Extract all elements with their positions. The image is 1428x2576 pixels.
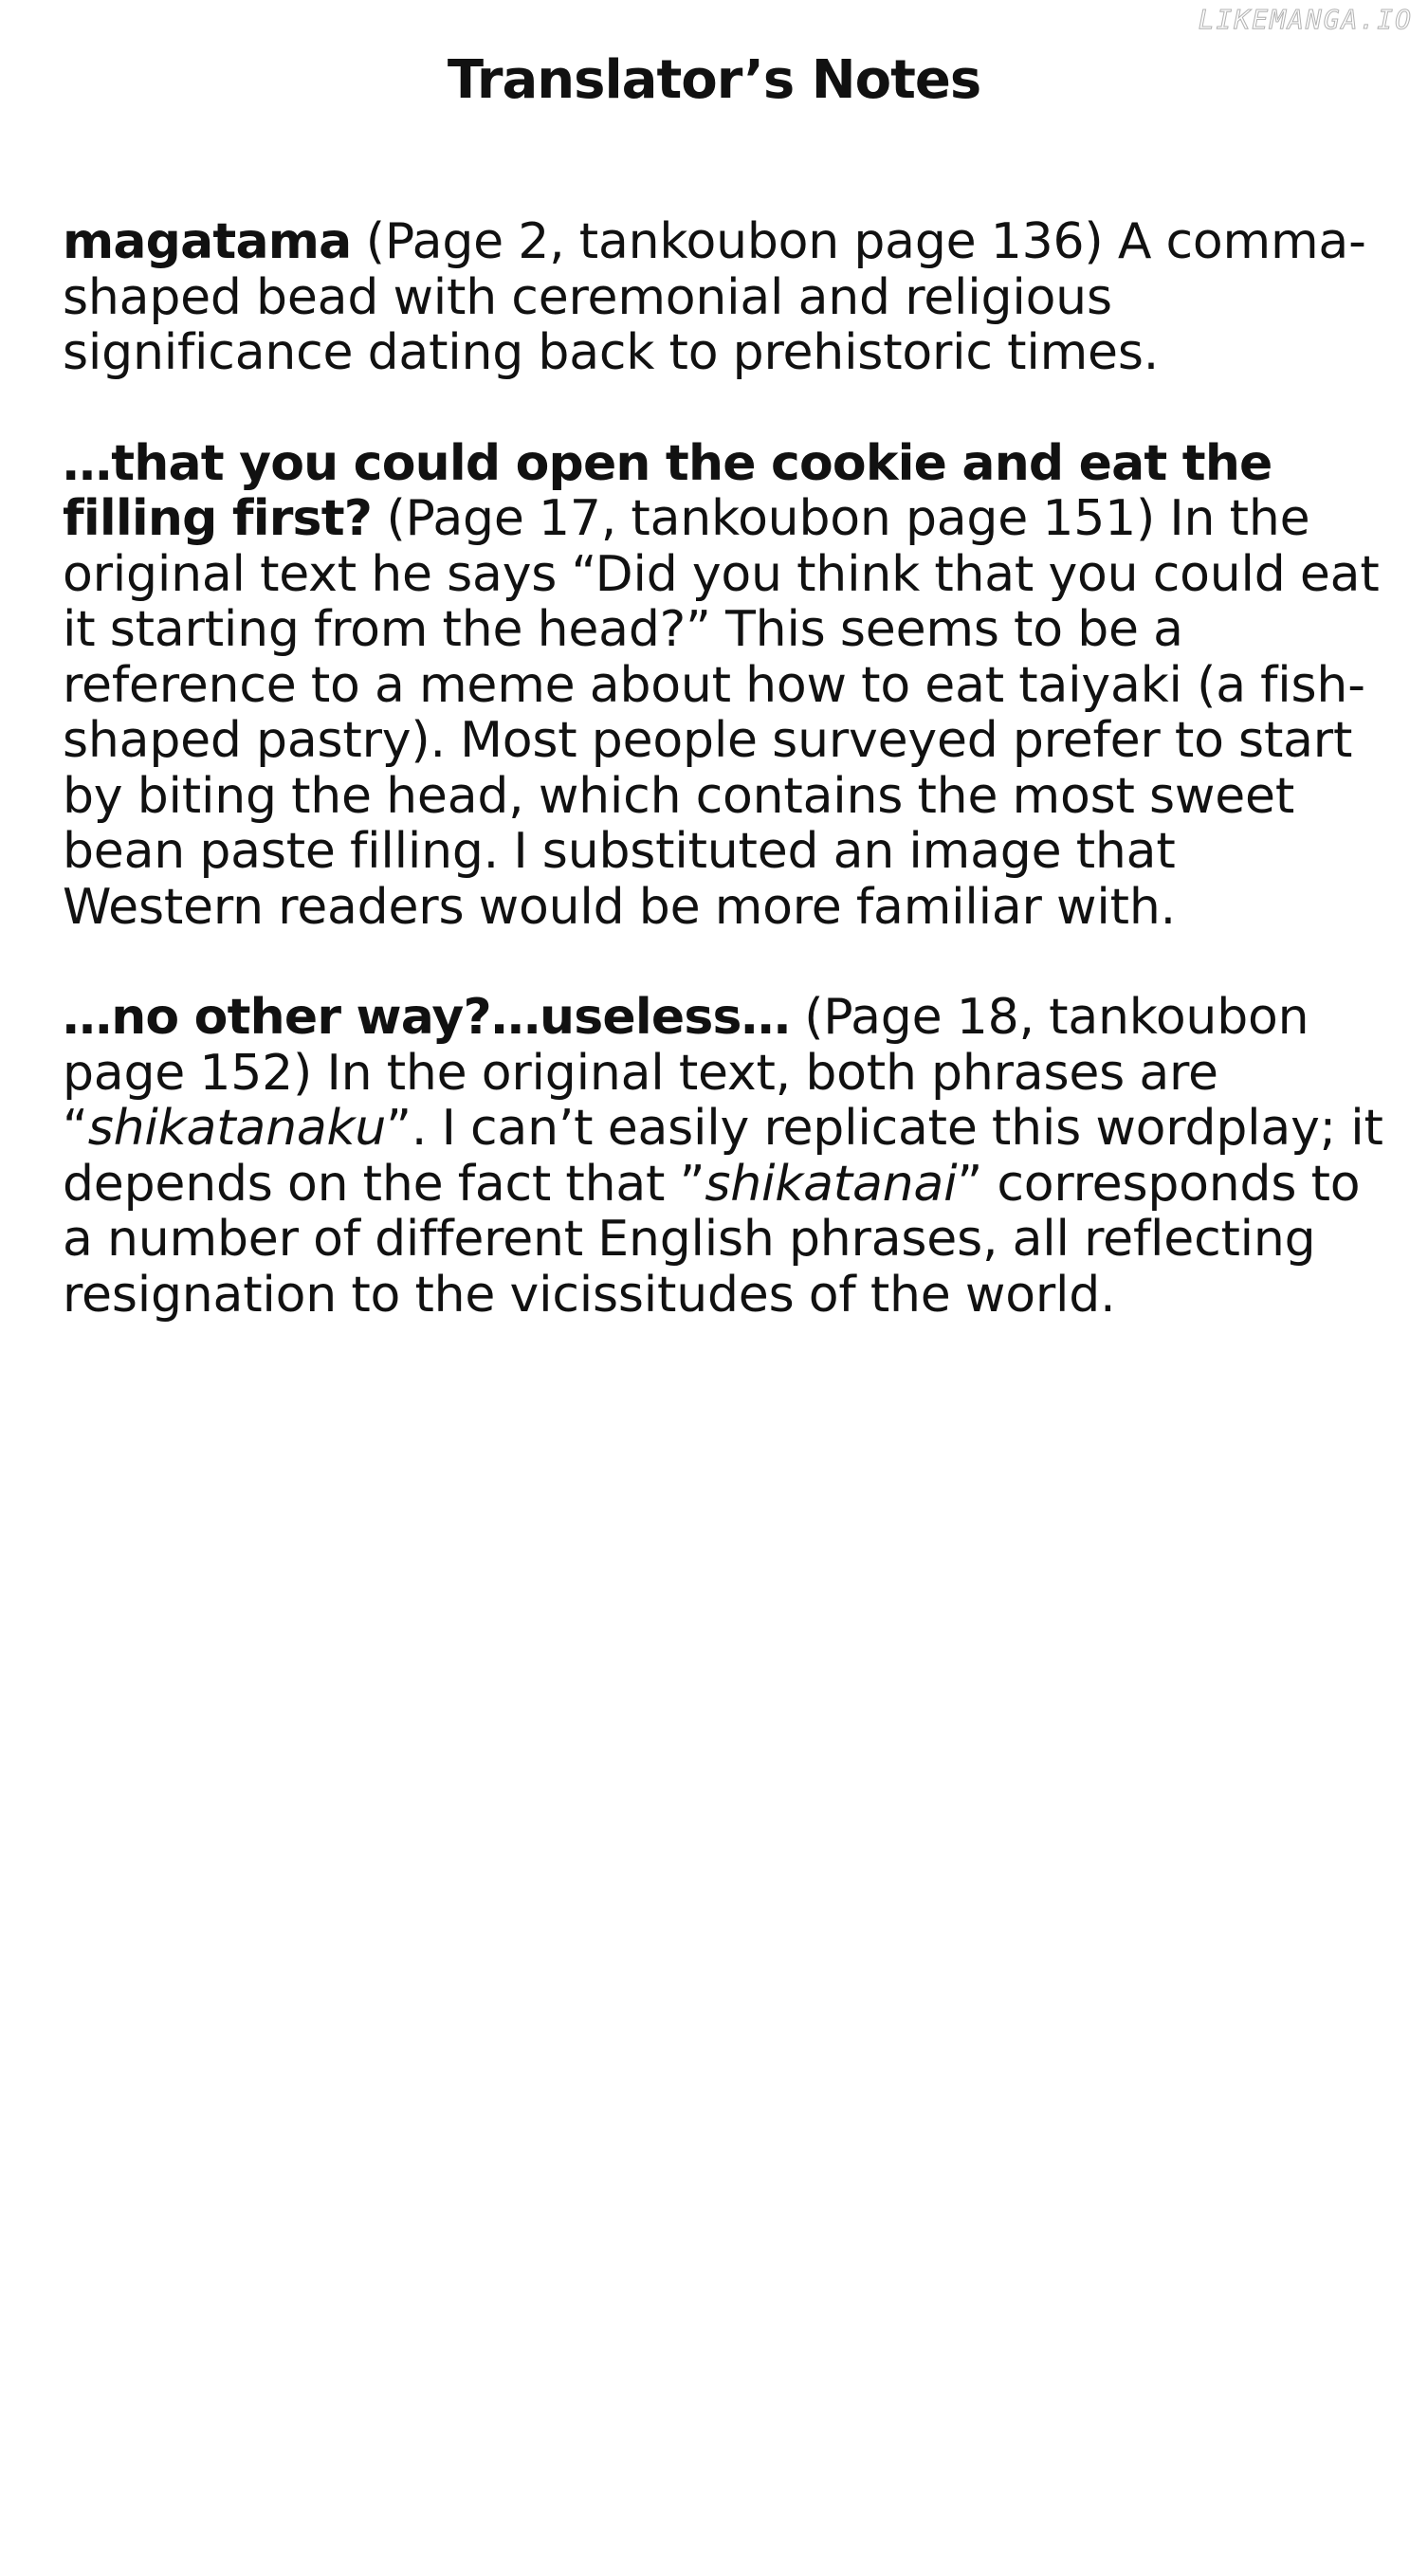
page-title: Translator’s Notes [447,49,981,111]
note-cookie [63,436,1390,936]
note-text-part: (Page 18, tankoubon page 152) In the original text, both phrases are “ [63,989,1309,1157]
note-magatama [63,214,1390,381]
note-term: …no other way?…useless… [63,989,790,1046]
note-term: magatama [63,213,352,270]
note-text: (Page 2, tankoubon page 136) A comma-shaped bead with ceremonial and religious significance dating back to prehistoric times. [63,213,1366,381]
note-text-part: ” corresponds to a number of different English phrases, all reflecting resignation to the vicissitudes of the world. [63,1155,1361,1324]
watermark-text: LIKEMANGA.IO [1198,4,1413,35]
note-no-other-way [63,990,1390,1323]
note-italic-term: shikatanai [705,1155,958,1213]
note-italic-term: shikatanaku [87,1100,387,1157]
notes-list [63,214,1390,1378]
note-text: (Page 17, tankoubon page 151) In the original text he says “Did you think that you could eat it starting from the head?” This seems to be a reference to a meme about how to eat taiyaki (a fish-shaped pastry). Most people surveyed prefer to start by biting the head, which contains the most sweet bean paste filling. I substituted an image that Western readers would be more familiar with. [63,490,1380,936]
note-term: …that you could open the cookie and eat the filling first? [63,434,1272,547]
note-text-part: ”. I can’t easily replicate this wordplay; it depends on the fact that ” [63,1100,1383,1213]
